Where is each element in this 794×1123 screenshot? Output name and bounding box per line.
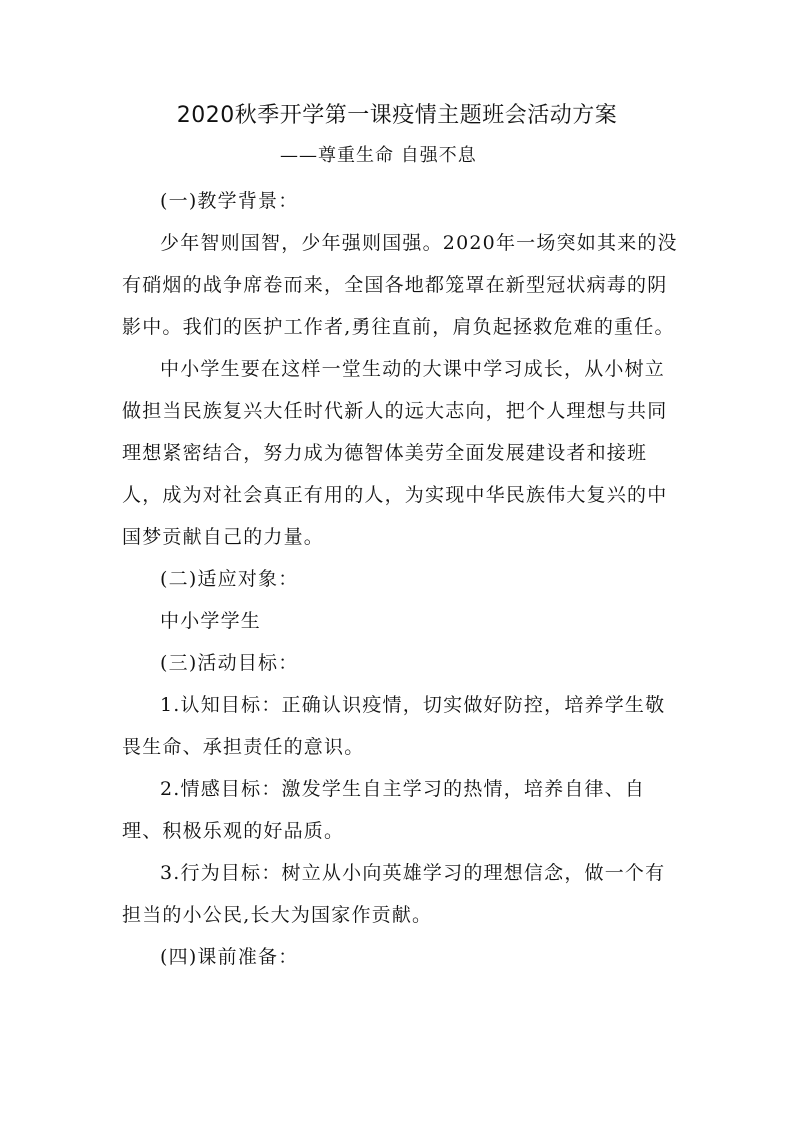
document-body bbox=[122, 180, 678, 978]
document-title: 2020秋季开学第一课疫情主题班会活动方案 bbox=[176, 103, 618, 128]
paragraph: 中小学学生 bbox=[160, 610, 262, 632]
paragraph: 少年智则国智，少年强则国强。2020年一场突如其来的没有硝烟的战争席卷而来，全国各地都笼罩在新型冠状病毒的阴影中。我们的医护工作者,勇往直前，肩负起拯救危难的重任。 bbox=[122, 232, 678, 338]
paragraph: 3.行为目标：树立从小向英雄学习的理想信念，做一个有担当的小公民,长大为国家作贡献。 bbox=[122, 862, 666, 926]
paragraph: 中小学生要在这样一堂生动的大课中学习成长，从小树立做担当民族复兴大任时代新人的远大志向，把个人理想与共同理想紧密结合，努力成为德智体美劳全面发展建设者和接班人，成为对社会真正有用的人，为实现中华民族伟大复兴的中国梦贡献自己的力量。 bbox=[122, 358, 668, 548]
paragraph: 2.情感目标：激发学生自主学习的热情，培养自律、自理、积极乐观的好品质。 bbox=[122, 778, 646, 842]
section-heading: (三)活动目标： bbox=[160, 652, 299, 674]
section-heading: (二)适应对象： bbox=[160, 568, 299, 590]
paragraph: 1.认知目标：正确认识疫情，切实做好防控，培养学生敬畏生命、承担责任的意识。 bbox=[122, 694, 666, 758]
section-heading: (一)教学背景： bbox=[160, 190, 299, 212]
document-subtitle: ——尊重生命 自强不息 bbox=[280, 145, 477, 166]
section-heading: (四)课前准备： bbox=[160, 946, 299, 968]
